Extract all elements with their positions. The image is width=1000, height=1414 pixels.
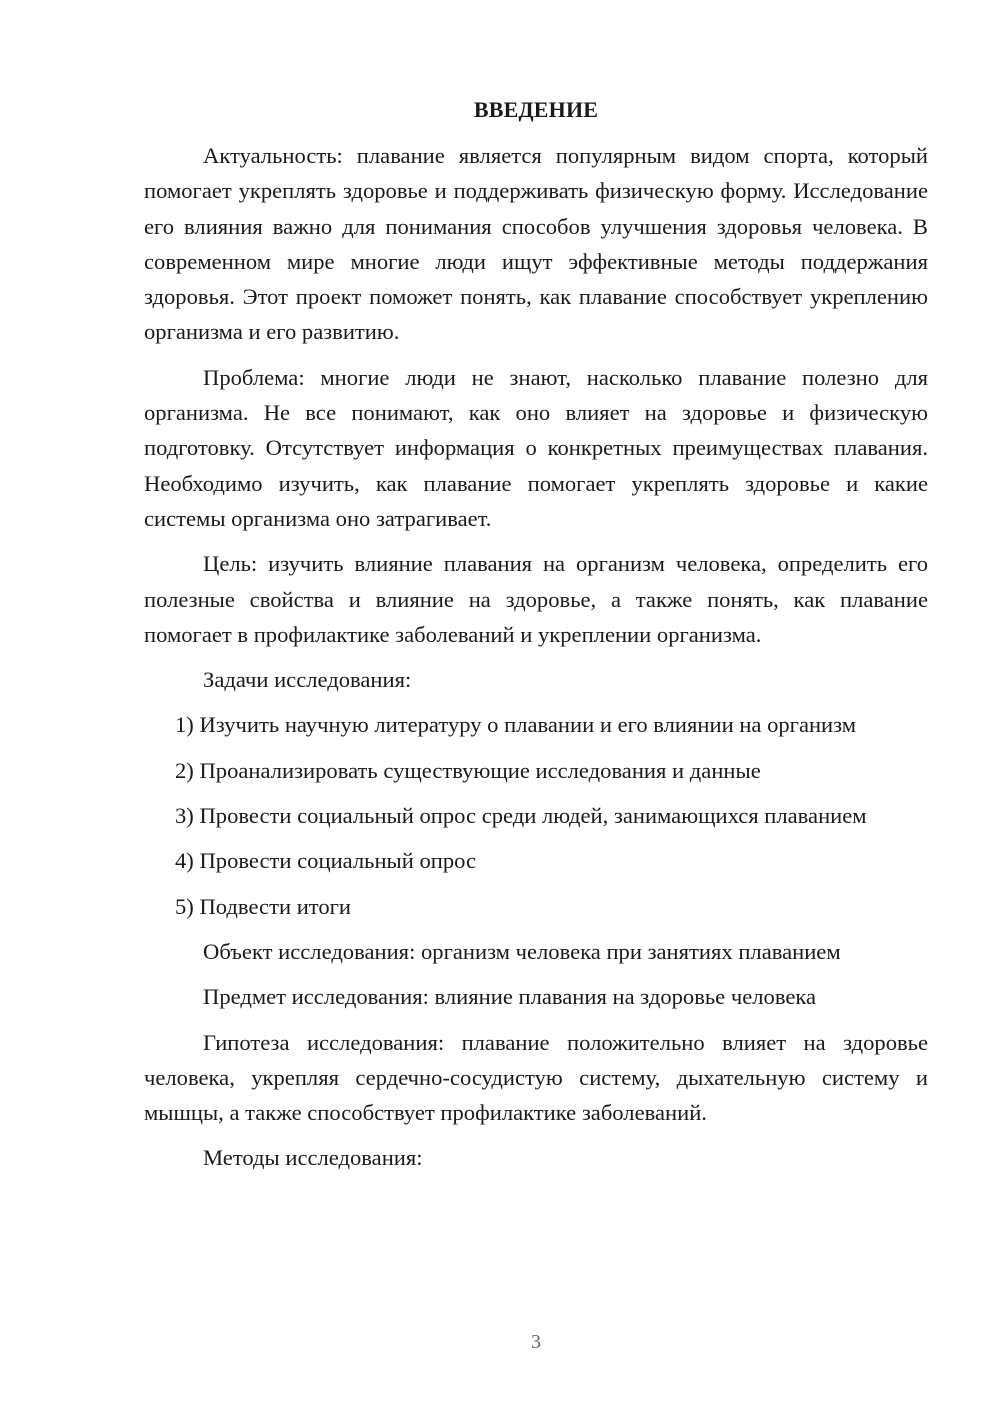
task-item: 1) Изучить научную литературу о плавании и его влиянии на организм	[175, 712, 857, 738]
hypothesis-paragraph: Гипотеза исследования: плавание положительно влияет на здоровье человека, укрепляя сердечно-сосудистую систему, дыхательную систему и мышцы, а также способствует профилактике заболеваний.	[144, 1029, 928, 1126]
task-item: 2) Проанализировать существующие исследования и данные	[175, 757, 761, 783]
document-page	[144, 95, 928, 1176]
problem-paragraph: Проблема: многие люди не знают, насколько плавание полезно для организма. Не все понимают, как оно влияет на здоровье и физическую подготовку. Отсутствует информация о конкретных преимуществах плавания. Необходимо изучить, как плавание помогает укреплять здоровье и какие системы организма оно затрагивает.	[144, 364, 928, 531]
object-line: Объект исследования: организм человека при занятиях плаванием	[203, 938, 841, 964]
task-item: 5) Подвести итоги	[175, 893, 352, 919]
goal-paragraph: Цель: изучить влияние плавания на организм человека, определить его полезные свойства и влияние на здоровье, а также понять, как плавание помогает в профилактике заболеваний и укреплении организма.	[144, 551, 928, 647]
task-item: 4) Провести социальный опрос	[175, 848, 477, 874]
page-title: ВВЕДЕНИЕ	[473, 97, 599, 122]
subject-line: Предмет исследования: влияние плавания на здоровье человека	[203, 984, 817, 1010]
methods-heading: Методы исследования:	[203, 1145, 423, 1171]
relevance-paragraph: Актуальность: плавание является популярным видом спорта, который помогает укреплять здоровье и поддерживать физическую форму. Исследование его влияния важно для понимания способов улучшения здоровья человека. В современном мире многие люди ищут эффективные методы поддержания здоровья. Этот проект поможет понять, как плавание способствует укреплению организма и его развитию.	[144, 143, 928, 345]
page-number: 3	[531, 1331, 541, 1353]
task-item: 3) Провести социальный опрос среди людей, занимающихся плаванием	[175, 803, 867, 829]
tasks-heading: Задачи исследования:	[203, 667, 412, 693]
